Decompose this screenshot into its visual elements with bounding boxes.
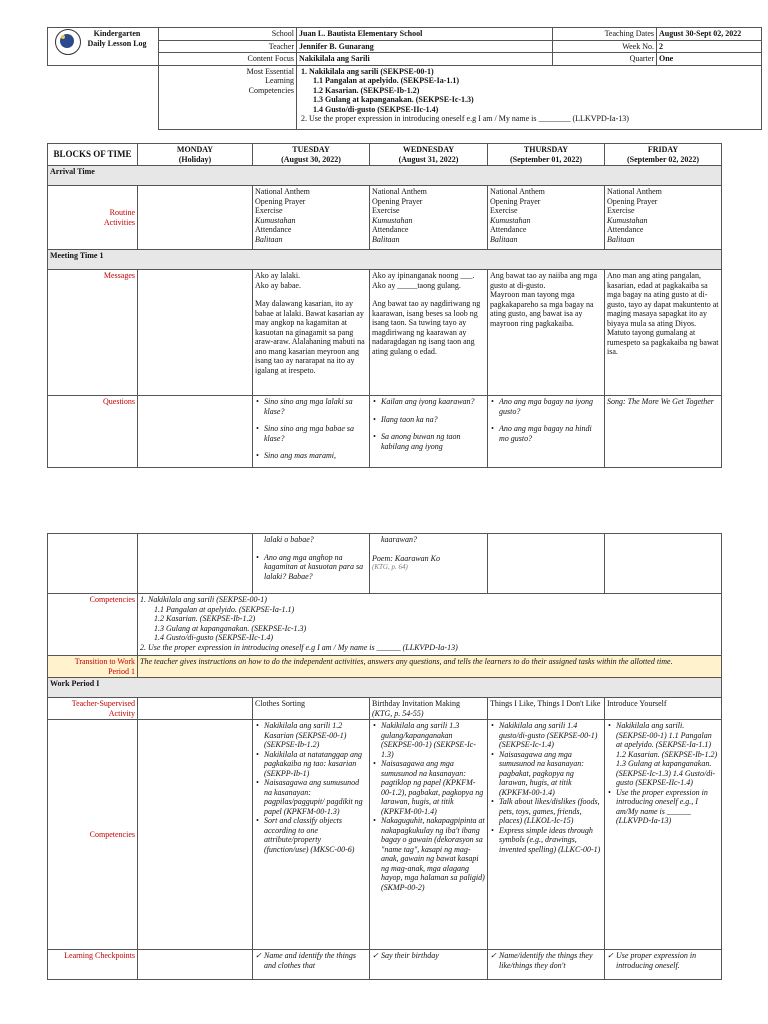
routine-item: National Anthem	[607, 187, 662, 196]
routine-label-1: Routine	[109, 208, 135, 217]
tsa-label	[48, 698, 138, 720]
wednesday-label: WEDNESDAY	[402, 145, 455, 154]
transition-text: The teacher gives instructions on how to do the independent activities, answers any questions, and tells the learners to do their assigned tasks within the allotted time.	[138, 656, 722, 678]
page-2	[0, 530, 768, 1024]
poem-title: Poem: Kaarawan Ko	[372, 553, 440, 563]
routine-item: National Anthem	[490, 187, 545, 196]
thursday-label: THURSDAY	[523, 145, 569, 154]
focus-value: Nakikilala ang Sarili	[297, 53, 553, 66]
question-item: • Ilang taon ka na?	[381, 415, 485, 425]
question-item: • Ano ang mga bagay na hindi mo gusto?	[499, 424, 602, 443]
question-item: • Sino sino ang mga lalaki sa klase?	[264, 397, 367, 416]
tsa-thursday: Things I Like, Things I Don't Like	[488, 698, 605, 720]
tsa-label-1: Teacher-Supervised	[71, 699, 135, 708]
wednesday-date: (August 31, 2022)	[398, 154, 459, 164]
mec-list	[297, 65, 762, 129]
competency-1-1: 1.1 Pangalan at apelyido. (SEKPSE-Ia-1.1)	[154, 604, 295, 614]
question-item: • Kailan ang iyong kaarawan?	[381, 397, 485, 407]
tsa-friday: Introduce Yourself	[605, 698, 722, 720]
mec-1-1: 1.1 Pangalan at apelyido. (SEKPSE-Ia-1.1)	[313, 76, 460, 85]
continued-label	[48, 534, 138, 594]
routine-item: Opening Prayer	[490, 196, 541, 206]
monday-sub: (Holiday)	[178, 154, 212, 164]
messages-label: Messages	[48, 270, 138, 396]
friday-header	[605, 144, 722, 166]
routine-item: Balitaan	[490, 234, 518, 244]
comp-thursday	[488, 720, 605, 950]
transition-label-2: Period 1	[108, 666, 135, 676]
message-text: Ako ay babae.	[255, 280, 301, 290]
blocks-header: BLOCKS OF TIME	[48, 144, 138, 166]
lc-wednesday	[370, 950, 488, 980]
routine-item: Opening Prayer	[255, 196, 306, 206]
competency-item: • Nakaguguhit, nakapagpipinta at nakapagkukulay ng iba't ibang bagay o gawain (dekorasyon sa "name tag", kasapi ng mag-anak, gawain ng bawat kasapi ng mag-anak, mga alagang hayop, mga halaman sa paligid) (SKMP-00-2)	[381, 816, 485, 892]
routine-item: Kumustahan	[607, 215, 648, 225]
routine-wednesday	[370, 186, 488, 250]
arrival-time-heading: Arrival Time	[48, 166, 722, 186]
lc-thursday	[488, 950, 605, 980]
routine-item: Attendance	[607, 225, 644, 234]
comp-tuesday	[253, 720, 370, 950]
messages-monday	[138, 270, 253, 396]
continued-friday	[605, 534, 722, 594]
routine-item: Opening Prayer	[607, 196, 658, 206]
poem-reference: (KTG, p. 64)	[372, 563, 408, 571]
routine-item: Kumustahan	[255, 215, 296, 225]
message-text: Mayroon man tayong mga pagkakapareho sa mga bagay na ating gusto, ang bawat isa ay mayroon ring pagkakaiba.	[490, 290, 594, 328]
message-text: Ako ay lalaki.	[255, 271, 301, 280]
routine-item: Attendance	[490, 225, 527, 234]
mec-label-1: Most Essential	[246, 66, 294, 76]
continued-tuesday	[253, 534, 370, 594]
competency-item: • Naisasagawa ang mga sumusunod na kasanayan: pagtiklop ng papel (KPKFM-00-1.2), pagbakat, pagkopya ng larawan, hugis, at titik (KPKFM-00-1.4)	[381, 759, 485, 816]
routine-item: Kumustahan	[490, 215, 531, 225]
routine-item: Opening Prayer	[372, 196, 423, 206]
routine-monday	[138, 186, 253, 250]
schedule-table-p1	[47, 143, 722, 468]
tuesday-date: (August 30, 2022)	[281, 154, 341, 164]
school-value: Juan L. Bautista Elementary School	[297, 28, 553, 41]
mec-1-4: 1.4 Gusto/di-gusto (SEKPSE-IIc-1.4)	[313, 104, 439, 114]
tsa-label-2: Activity	[108, 708, 135, 718]
tsa-tuesday: Clothes Sorting	[253, 698, 370, 720]
routine-item: Attendance	[255, 225, 292, 234]
routine-friday	[605, 186, 722, 250]
questions-friday: Song: The More We Get Together	[605, 396, 722, 468]
messages-tuesday	[253, 270, 370, 396]
routine-label	[48, 186, 138, 250]
mec-1-2: 1.2 Kasarian. (SEKPSE-Ib-1.2)	[313, 85, 420, 95]
questions-thursday	[488, 396, 605, 468]
competency-item: • Talk about likes/dislikes (foods, pets, toys, games, friends, places) (LLKOL-Ic-15)	[499, 797, 602, 826]
dates-value: August 30-Sept 02, 2022	[657, 28, 762, 41]
lc-monday	[138, 950, 253, 980]
comp-wednesday	[370, 720, 488, 950]
school-label: School	[159, 28, 297, 41]
competency-1-3: 1.3 Gulang at kapanganakan. (SEKPSE-Ic-1.3)	[154, 623, 307, 633]
monday-header	[138, 144, 253, 166]
checkpoint-item: ✓ Name and identify the things and clothes that	[264, 951, 367, 970]
routine-item: Balitaan	[255, 234, 283, 244]
competency-item: • Express simple ideas through symbols (e.g., drawings, invented spelling) (LLKC-00-1)	[499, 826, 602, 855]
routine-item: Attendance	[372, 225, 409, 234]
monday-label: MONDAY	[176, 145, 214, 154]
competency-item: • Nakikilala ang sarili. (SEKPSE-00-1) 1.1 Pangalan at apelyido. (SEKPSE-Ia-1.1) 1.2 Kasarian. (SEKPSE-Ib-1.2) 1.3 Gulang at kapanganakan. (SEKPSE-Ic-1.3) 1.4 Gusto/di-gusto (SEKPSE-IIc-1.4)	[616, 721, 719, 788]
routine-item: National Anthem	[255, 187, 310, 196]
competency-item: • Naisasagawa ang sumusunod na kasanayan: pagpilas/paggupit/ pagdikit ng papel (KPKFM-00-1.3)	[264, 778, 367, 816]
friday-label: FRIDAY	[647, 145, 679, 154]
message-text: Ako ay _____taong gulang.	[372, 280, 461, 290]
friday-date: (September 02, 2022)	[626, 154, 700, 164]
message-text: Ang bawat tao ay naiiba ang mga gusto at di-gusto.	[490, 271, 598, 290]
routine-item: National Anthem	[372, 187, 427, 196]
question-item: • Sino sino ang mga babae sa klase?	[264, 424, 367, 443]
tuesday-label: TUESDAY	[292, 145, 330, 154]
competency-item: • Nakikilala at natatanggap ang pagkakaiba ng tao: kasarian (SEKPP-Ib-1)	[264, 750, 367, 779]
comp-monday	[138, 720, 253, 950]
competency-item: • Sort and classify objects according to one attribute/property (function/use) (MKSC-00-6)	[264, 816, 367, 854]
continued-wednesday	[370, 534, 488, 594]
teacher-value: Jennifer B. Gunarang	[297, 40, 553, 53]
week-value: 2	[657, 40, 762, 53]
routine-thursday	[488, 186, 605, 250]
competency-2: 2. Use the proper expression in introducing oneself e.g I am / My name is ______ (LLKVPD-Ia-13)	[140, 642, 458, 652]
doc-type-line2: Daily Lesson Log	[87, 38, 147, 48]
activity-title: Birthday Invitation Making	[372, 699, 460, 708]
questions-wednesday	[370, 396, 488, 468]
messages-friday	[605, 270, 722, 396]
lc-friday	[605, 950, 722, 980]
schedule-table-p2	[47, 533, 722, 980]
question-item: • Sa anong buwan ng taon kabilang ang iyong	[381, 432, 485, 451]
header-table	[47, 27, 762, 130]
messages-thursday	[488, 270, 605, 396]
quarter-value: One	[657, 53, 762, 66]
routine-item: Balitaan	[607, 234, 635, 244]
comp-friday	[605, 720, 722, 950]
wednesday-header	[370, 144, 488, 166]
question-item: • Ano ang mga bagay na iyong gusto?	[499, 397, 602, 416]
page-1	[0, 0, 768, 505]
focus-label: Content Focus	[159, 53, 297, 66]
competency-item: • Nakikilala ang sarili 1.3 gulang/kapanganakan (SEKPSE-00-1) (SEKPSE-Ic-1.3)	[381, 721, 485, 759]
activity-reference: (KTG, p. 54-55)	[372, 708, 424, 718]
competency-1-4: 1.4 Gusto/di-gusto (SEKPSE-IIc-1.4)	[154, 633, 274, 642]
work-period-heading: Work Period I	[48, 678, 722, 698]
message-text: Ano man ang ating pangalan, kasarian, edad at pagkakaiba sa mga bagay na ating gusto at di-gusto, tayo ay dapat makuntento at maging masaya sapagkat ito ay biyaya mula sa ating Diyos. Matuto tayong gumalang at rumespeto sa pagkakaiba ng bawat isa.	[607, 271, 719, 356]
questions-label: Questions	[48, 396, 138, 468]
competencies-list	[138, 594, 722, 656]
checkpoint-item: ✓ Name/identify the things they like/things they don't	[499, 951, 602, 970]
doc-title-cell	[48, 28, 159, 66]
tsa-monday	[138, 698, 253, 720]
routine-item: Kumustahan	[372, 215, 413, 225]
checkpoint-item: ✓ Say their birthday	[381, 951, 485, 961]
question-text: lalaki o babae?	[264, 535, 314, 544]
mec-2: 2. Use the proper expression in introducing oneself e.g I am / My name is ________ (LLKVPD-Ia-13)	[301, 114, 629, 123]
transition-label-1: Transition to Work	[74, 657, 135, 666]
mec-1: 1. Nakikilala ang sarili (SEKPSE-00-1)	[301, 66, 434, 76]
routine-item: Balitaan	[372, 234, 400, 244]
questions-monday	[138, 396, 253, 468]
question-item: • Ano ang mga anghop na kagamitan at kasuotan para sa lalaki? Babae?	[264, 553, 367, 582]
competency-item: • Use the proper expression in introducing oneself e.g., I am/My name is ______ (LLKVPD-Ia-13)	[616, 788, 719, 826]
mec-label	[159, 65, 297, 129]
routine-item: Exercise	[372, 206, 400, 215]
learning-checkpoints-label: Learning Checkpoints	[48, 950, 138, 980]
doc-type-line1: Kindergarten	[93, 29, 141, 38]
competency-item: • Naisasagawa ang mga sumusunod na kasanayan: pagbakat, pagkopya ng larawan, hugis, at titik (KPKFM-00-1.4)	[499, 750, 602, 798]
message-text: Ang bawat tao ay nagdiriwang ng kaarawan, isang beses sa loob ng isang taon. Sa tuwing tayo ay magdiriwang ng kaarawan ay nadaragdagan ng isang taon ang ating gulang o edad.	[372, 299, 481, 356]
question-item: • Sino ang mas marami,	[264, 451, 367, 461]
competencies-label: Competencies	[48, 594, 138, 656]
transition-label	[48, 656, 138, 678]
routine-item: Exercise	[607, 206, 635, 215]
mec-1-3: 1.3 Gulang at kapanganakan. (SEKPSE-Ic-1.3)	[313, 95, 474, 104]
continued-monday	[138, 534, 253, 594]
dates-label: Teaching Dates	[553, 28, 657, 41]
continued-thursday	[488, 534, 605, 594]
tuesday-header	[253, 144, 370, 166]
quarter-label: Quarter	[553, 53, 657, 66]
routine-item: Exercise	[490, 206, 518, 215]
lc-tuesday	[253, 950, 370, 980]
meeting-time-heading: Meeting Time 1	[48, 250, 722, 270]
message-text: Ako ay ipinanganak noong ___.	[372, 271, 475, 280]
week-label: Week No.	[553, 40, 657, 53]
mec-label-3: Competencies	[248, 85, 294, 95]
tsa-wednesday	[370, 698, 488, 720]
competencies2-label: Competencies	[48, 720, 138, 950]
mec-label-2: Learning	[265, 76, 294, 85]
teacher-label: Teacher	[159, 40, 297, 53]
competency-item: • Nakikilala ang sarili 1.2 Kasarian (SEKPSE-00-1) (SEKPSE-Ib-1.2)	[264, 721, 367, 750]
question-text: kaarawan?	[381, 535, 417, 544]
routine-tuesday	[253, 186, 370, 250]
competency-1: 1. Nakikilala ang sarili (SEKPSE-00-1)	[140, 595, 267, 604]
thursday-date: (September 01, 2022)	[509, 154, 583, 164]
routine-item: Exercise	[255, 206, 283, 215]
competency-item: • Nakikilala ang sarili 1.4 gusto/di-gusto (SEKPSE-00-1) (SEKPSE-Ic-1.4)	[499, 721, 602, 750]
checkpoint-item: ✓ Use proper expression in introducing oneself.	[616, 951, 719, 970]
thursday-header	[488, 144, 605, 166]
messages-wednesday	[370, 270, 488, 396]
questions-tuesday	[253, 396, 370, 468]
message-text: May dalawang kasarian, ito ay babae at lalaki. Bawat kasarian ay may angkop na kagamitan at kasuotan na ginagamit sa pang araw-araw. Alalahaning mabuti na ano mang kasarian meyroon ang isang tao ay nararapat na ito ay igalang at irespeto.	[255, 299, 365, 375]
competency-1-2: 1.2 Kasarian. (SEKPSE-Ib-1.2)	[154, 614, 256, 623]
routine-label-2: Activities	[103, 217, 135, 227]
